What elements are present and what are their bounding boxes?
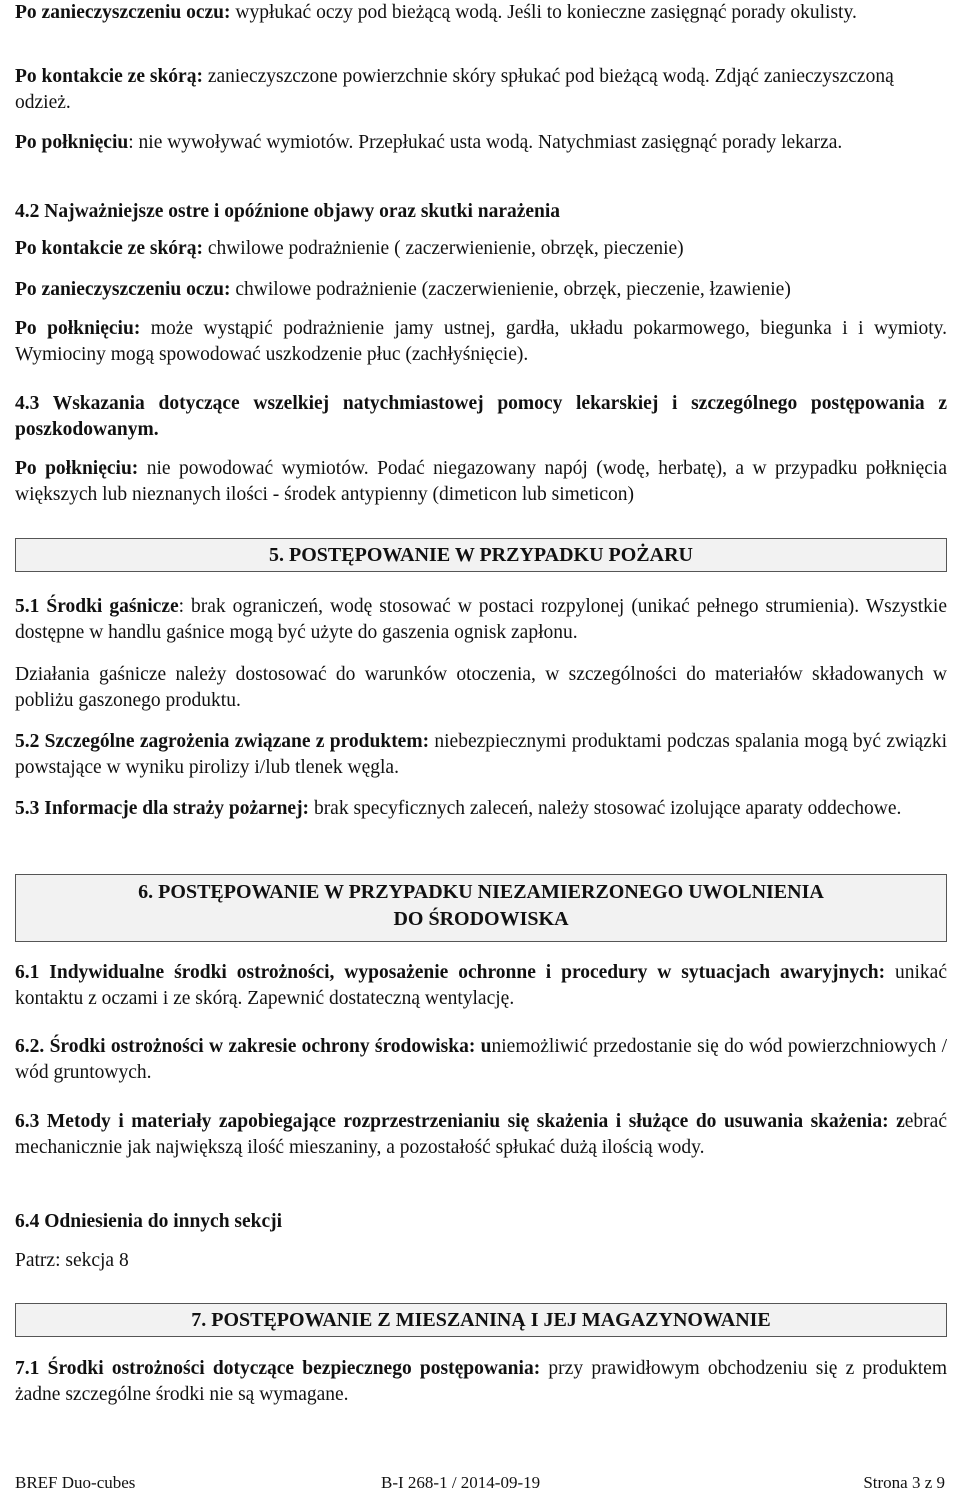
para-6-4: Patrz: sekcja 8 bbox=[15, 1250, 129, 1271]
para-5-3 bbox=[15, 796, 947, 822]
eyes-first-aid-label: Po zanieczyszczeniu oczu: bbox=[15, 2, 231, 23]
para-6-1-text: unikać kontaktu z oczami i ze skórą. Zapewnić dostateczną wentylację. bbox=[15, 962, 947, 1009]
section-6-header-line2: DO ŚRODOWISKA bbox=[393, 908, 569, 930]
skin-first-aid-text: zanieczyszczone powierzchnie skóry spłukać pod bieżącą wodą. Zdjąć zanieczyszczoną odzież. bbox=[15, 66, 894, 113]
para-7-1-label: 7.1 Środki ostrożności dotyczące bezpiecznego postępowania: bbox=[15, 1358, 541, 1379]
heading-4-2: 4.2 Najważniejsze ostre i opóźnione objawy oraz skutki narażenia bbox=[15, 201, 561, 222]
eyes-first-aid-text: wypłukać oczy pod bieżącą wodą. Jeśli to konieczne zasięgnąć porady okulisty. bbox=[230, 2, 857, 23]
eyes-symptoms-label: Po zanieczyszczeniu oczu: bbox=[15, 279, 231, 300]
section-5-header: 5. POSTĘPOWANIE W PRZYPADKU POŻARU bbox=[15, 538, 947, 572]
para-5-1-label: 5.1 Środki gaśnicze bbox=[15, 596, 179, 617]
para-5-3-label: 5.3 Informacje dla straży pożarnej: bbox=[15, 798, 310, 819]
footer-page-number: Strona 3 z 9 bbox=[863, 1473, 945, 1492]
skin-symptoms bbox=[15, 236, 947, 262]
para-6-2-label: 6.2. Środki ostrożności w zakresie ochrony środowiska: u bbox=[15, 1036, 492, 1057]
heading-4-3: 4.3 Wskazania dotyczące wszelkiej natychmiastowej pomocy lekarskiej i szczególnego postępowania z poszkodowanym. bbox=[15, 393, 947, 440]
skin-symptoms-text: chwilowe podrażnienie ( zaczerwienienie, obrzęk, pieczenie) bbox=[202, 238, 684, 259]
para-5-1 bbox=[15, 594, 947, 646]
para-7-1-text: przy prawidłowym obchodzeniu się z produktem żadne szczególne środki nie są wymagane. bbox=[15, 1358, 947, 1405]
swallow-symptoms bbox=[15, 316, 947, 368]
para-6-3-label: 6.3 Metody i materiały zapobiegające rozprzestrzenianiu się skażenia i służące do usuwania skażenia: z bbox=[15, 1111, 905, 1132]
para-7-1 bbox=[15, 1356, 947, 1408]
para-5-2-text: niebezpiecznymi produktami podczas spalania mogą być związki powstające w wyniku pirolizy i/lub tlenek węgla. bbox=[15, 731, 947, 778]
swallow-symptoms-text: może wystąpić podrażnienie jamy ustnej, gardła, układu pokarmowego, biegunka i i wymioty. Wymiociny mogą spowodować uszkodzenie płuc (zachłyśnięcie). bbox=[15, 318, 947, 365]
para-6-3-text: ebrać mechanicznie jak największą ilość mieszaniny, a pozostałość spłukać dużą ilością wody. bbox=[15, 1111, 947, 1158]
swallow-medical-aid-text: nie powodować wymiotów. Podać niegazowany napój (wodę, herbatę), a w przypadku połknięcia większych lub nieznanych ilości - środek antypienny (dimeticon lub simeticon) bbox=[15, 458, 947, 505]
para-6-2 bbox=[15, 1034, 947, 1086]
footer-doc-ref: B-I 268-1 / 2014-09-19 bbox=[381, 1473, 541, 1492]
swallow-first-aid-label: Po połknięciu bbox=[15, 132, 129, 153]
swallow-first-aid bbox=[15, 130, 947, 156]
para-5-1-text: : brak ograniczeń, wodę stosować w postaci rozpylonej (unikać pełnego strumienia). Wszystkie dostępne w handlu gaśnice mogą być użyte do gaszenia ognisk zapłonu. bbox=[15, 596, 947, 643]
skin-symptoms-label: Po kontakcie ze skórą: bbox=[15, 238, 203, 259]
swallow-symptoms-label: Po połknięciu: bbox=[15, 318, 141, 339]
skin-first-aid bbox=[15, 64, 947, 116]
eyes-symptoms bbox=[15, 277, 947, 303]
para-6-2-text: niemożliwić przedostanie się do wód powierzchniowych / wód gruntowych. bbox=[15, 1036, 947, 1083]
section-6-header-line1: 6. POSTĘPOWANIE W PRZYPADKU NIEZAMIERZONEGO UWOLNIENIA bbox=[138, 881, 824, 903]
footer-product: BREF Duo-cubes bbox=[15, 1473, 136, 1492]
swallow-medical-aid bbox=[15, 456, 947, 508]
eyes-symptoms-text: chwilowe podrażnienie (zaczerwienienie, obrzęk, pieczenie, łzawienie) bbox=[230, 279, 791, 300]
heading-6-4: 6.4 Odniesienia do innych sekcji bbox=[15, 1211, 283, 1232]
para-6-3 bbox=[15, 1109, 947, 1161]
para-5-3-text: brak specyficznych zaleceń, należy stosować izolujące aparaty oddechowe. bbox=[309, 798, 902, 819]
swallow-first-aid-text: : nie wywoływać wymiotów. Przepłukać usta wodą. Natychmiast zasięgnąć porady lekarza. bbox=[128, 132, 843, 153]
swallow-medical-aid-label: Po połknięciu: bbox=[15, 458, 139, 479]
para-5-2-label: 5.2 Szczególne zagrożenia związane z produktem: bbox=[15, 731, 430, 752]
section-6-header bbox=[15, 874, 947, 942]
eyes-first-aid bbox=[15, 0, 947, 26]
para-5-1-note: Działania gaśnicze należy dostosować do warunków otoczenia, w szczególności do materiałów składowanych w pobliżu gaszonego produktu. bbox=[15, 664, 947, 711]
section-7-header: 7. POSTĘPOWANIE Z MIESZANINĄ I JEJ MAGAZYNOWANIE bbox=[15, 1303, 947, 1337]
para-5-2 bbox=[15, 729, 947, 781]
para-6-1 bbox=[15, 960, 947, 1012]
para-6-1-label: 6.1 Indywidualne środki ostrożności, wyposażenie ochronne i procedury w sytuacjach awaryjnych: bbox=[15, 962, 886, 983]
skin-first-aid-label: Po kontakcie ze skórą: bbox=[15, 66, 203, 87]
